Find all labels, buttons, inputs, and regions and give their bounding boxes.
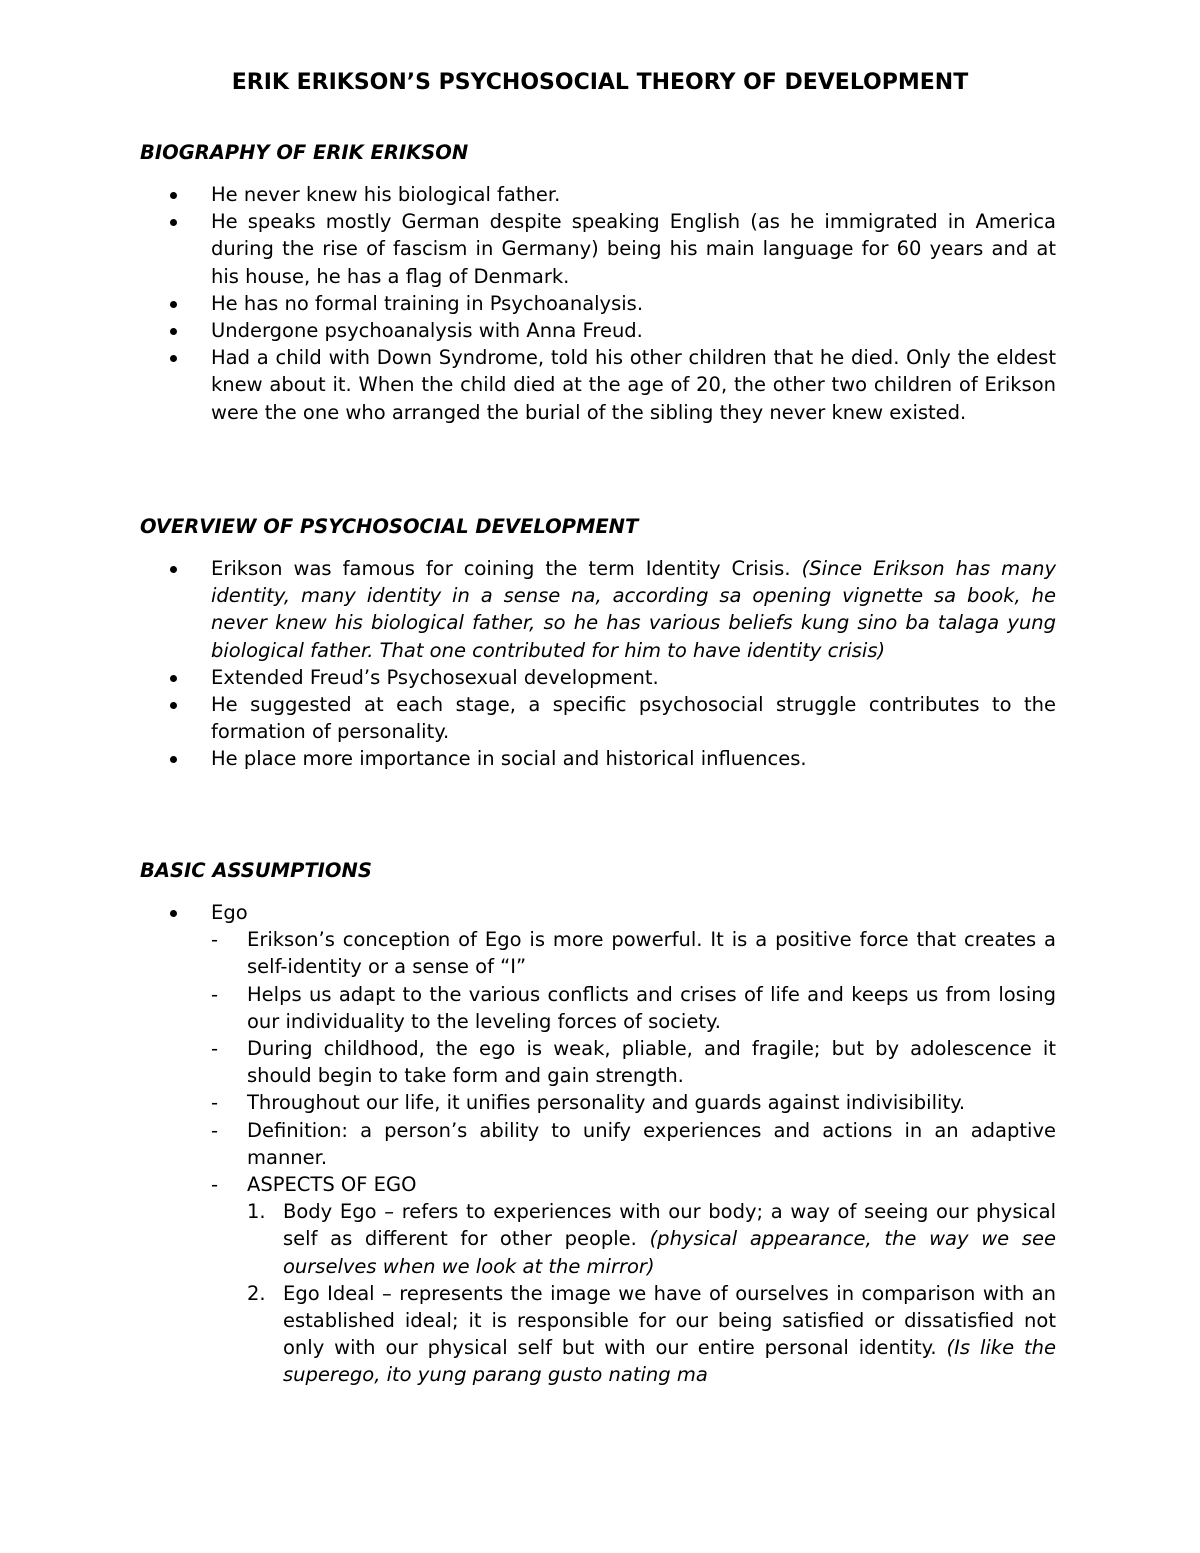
list-item: He speaks mostly German despite speaking English (as he immigrated in America during the rise of fascism in Germany) being his main language for 60 years and at his house, he has a flag of Denmark.	[0, 208, 1200, 290]
aspect-item: 2. Ego Ideal – represents the image we have of ourselves in comparison with an established ideal; it is responsible for our being satisfied or dissatisfied not only with our physical self but with our entire personal identity. (Is like the superego, ito yung parang gusto nating ma	[247, 1281, 1056, 1387]
dash-item: - Helps us adapt to the various conflicts and crises of life and keeps us from losing our individuality to the leveling forces of society.	[211, 982, 1056, 1033]
dash-item: - During childhood, the ego is weak, pliable, and fragile; but by adolescence it should begin to take form and gain strength.	[211, 1037, 1056, 1088]
ego-points	[211, 926, 1056, 1388]
dash-item: - Erikson’s conception of Ego is more powerful. It is a positive force that creates a self-identity or a sense of “I”	[211, 928, 1056, 979]
bullet-icon	[170, 355, 177, 362]
aspects-list	[247, 1198, 1056, 1388]
dash-icon: -	[211, 1118, 219, 1142]
ego-label: Ego	[211, 901, 248, 924]
bullet-icon	[170, 910, 177, 917]
list-item: Extended Freud’s Psychosexual development.	[0, 664, 1200, 691]
bullet-icon	[170, 675, 177, 682]
dash-icon: -	[211, 982, 219, 1006]
list-item: Erikson was famous for coining the term Identity Crisis. (Since Erikson has many identity, many identity in a sense na, according sa opening vignette sa book, he never knew his biological father, so he has various beliefs kung sino ba talaga yung biological father. That one contributed for him to have identity crisis)	[0, 555, 1200, 664]
list-item: Had a child with Down Syndrome, told his other children that he died. Only the eldest knew about it. When the child died at the age of 20, the other two children of Erikson were the one who arranged the burial of the sibling they never knew existed.	[0, 344, 1200, 426]
assumptions-list	[0, 899, 1200, 1389]
overview-heading: OVERVIEW OF PSYCHOSOCIAL DEVELOPMENT	[140, 515, 639, 538]
list-item: He suggested at each stage, a specific psychosocial struggle contributes to the formation of personality.	[0, 691, 1200, 745]
biography-list	[0, 181, 1200, 426]
list-item: He never knew his biological father.	[0, 181, 1200, 208]
list-item: He place more importance in social and historical influences.	[0, 745, 1200, 772]
aspects-label: ASPECTS OF EGO	[247, 1173, 417, 1197]
bullet-icon	[170, 566, 177, 573]
dash-item-aspects	[211, 1171, 1056, 1389]
bullet-icon	[170, 756, 177, 763]
bullet-icon	[170, 328, 177, 335]
aspect-item: 1. Body Ego – refers to experiences with our body; a way of seeing our physical self as different for other people. (physical appearance, the way we see ourselves when we look at the mirror)	[247, 1200, 1057, 1278]
list-item: Undergone psychoanalysis with Anna Freud.	[0, 317, 1200, 344]
bullet-icon	[170, 219, 177, 226]
dash-icon: -	[211, 1173, 219, 1197]
biography-heading: BIOGRAPHY OF ERIK ERIKSON	[140, 141, 469, 164]
dash-item: - Throughout our life, it unifies personality and guards against indivisibility.	[211, 1089, 1056, 1116]
list-item-ego	[0, 899, 1200, 1389]
list-item: He has no formal training in Psychoanalysis.	[0, 290, 1200, 317]
dash-icon: -	[211, 928, 219, 952]
dash-item: - Definition: a person’s ability to unify experiences and actions in an adaptive manner.	[211, 1118, 1056, 1169]
assumptions-heading: BASIC ASSUMPTIONS	[140, 859, 372, 882]
bullet-icon	[170, 192, 177, 199]
dash-icon: -	[211, 1091, 219, 1115]
dash-icon: -	[211, 1037, 219, 1061]
bullet-icon	[170, 702, 177, 709]
overview-list	[0, 555, 1200, 773]
document-title: ERIK ERIKSON’S PSYCHOSOCIAL THEORY OF DEVELOPMENT	[231, 70, 969, 95]
bullet-icon	[170, 301, 177, 308]
